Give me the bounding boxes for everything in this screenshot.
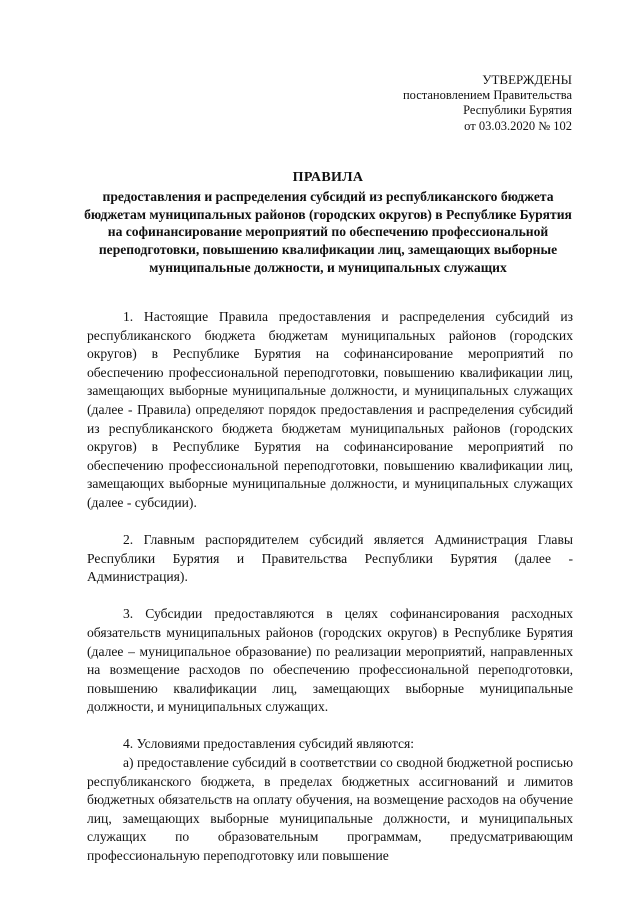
approval-republic: Республики Бурятия [463, 103, 572, 117]
paragraph-4: 4. Условиями предоставления субсидий являются: [123, 736, 415, 752]
approval-stamp [403, 72, 572, 134]
title-main: ПРАВИЛА [292, 170, 364, 185]
document-title [80, 169, 576, 277]
paragraph-4-item-a: а) предоставление субсидий в соответствии со сводной бюджетной росписью республиканского бюджета, в пределах бюджетных ассигнований и лимитов бюджетных обязательств на оплату обучения, на возмещение расходов на обучение лиц, замещающих выборные муниципальные должности, и муниципальных служащих по образовательным программам, предусматривающим профессиональную переподготовку или повышение [87, 754, 573, 863]
approval-heading: УТВЕРЖДЕНЫ [482, 72, 572, 87]
paragraph-2: 2. Главным распорядителем субсидий является Администрация Главы Республики Бурятия и Правительства Республики Бурятия (далее - Администрация). [87, 532, 573, 585]
document-body [87, 308, 573, 866]
title-subtitle: предоставления и распределения субсидий из республиканского бюджета бюджетам муниципальных районов (городских округов) в Республике Бурятия на софинансирование мероприятий по обеспечению профессиональной переподготовки, повышению квалификации лиц, замещающих выборные муниципальные должности, и муниципальных служащих [84, 188, 572, 275]
approval-resolution: постановлением Правительства [402, 87, 572, 102]
paragraph-3: 3. Субсидии предоставляются в целях софинансирования расходных обязательств муниципальных районов (городских округов) в Республике Бурятия (далее – муниципальное образование) по реализации мероприятий, направленных на возмещение расходов по обеспечению профессиональной переподготовки, повышению квалификации лиц, замещающих выборные муниципальные должности, и муниципальных служащих. [87, 606, 573, 715]
paragraph-1: 1. Настоящие Правила предоставления и распределения субсидий из республиканского бюджета бюджетам муниципальных районов (городских округов) в Республике Бурятия на софинансирование мероприятий по обеспечению профессиональной переподготовки, повышению квалификации лиц, замещающих выборные муниципальные должности, и муниципальных служащих (далее - Правила) определяют порядок предоставления и распределения субсидий из республиканского бюджета бюджетам муниципальных районов (городских округов) в Республике Бурятия на софинансирование мероприятий по обеспечению профессиональной переподготовки, повышению квалификации лиц, замещающих выборные муниципальные должности, и муниципальных служащих (далее - субсидии). [87, 309, 573, 510]
approval-date-number: от 03.03.2020 № 102 [464, 118, 572, 133]
